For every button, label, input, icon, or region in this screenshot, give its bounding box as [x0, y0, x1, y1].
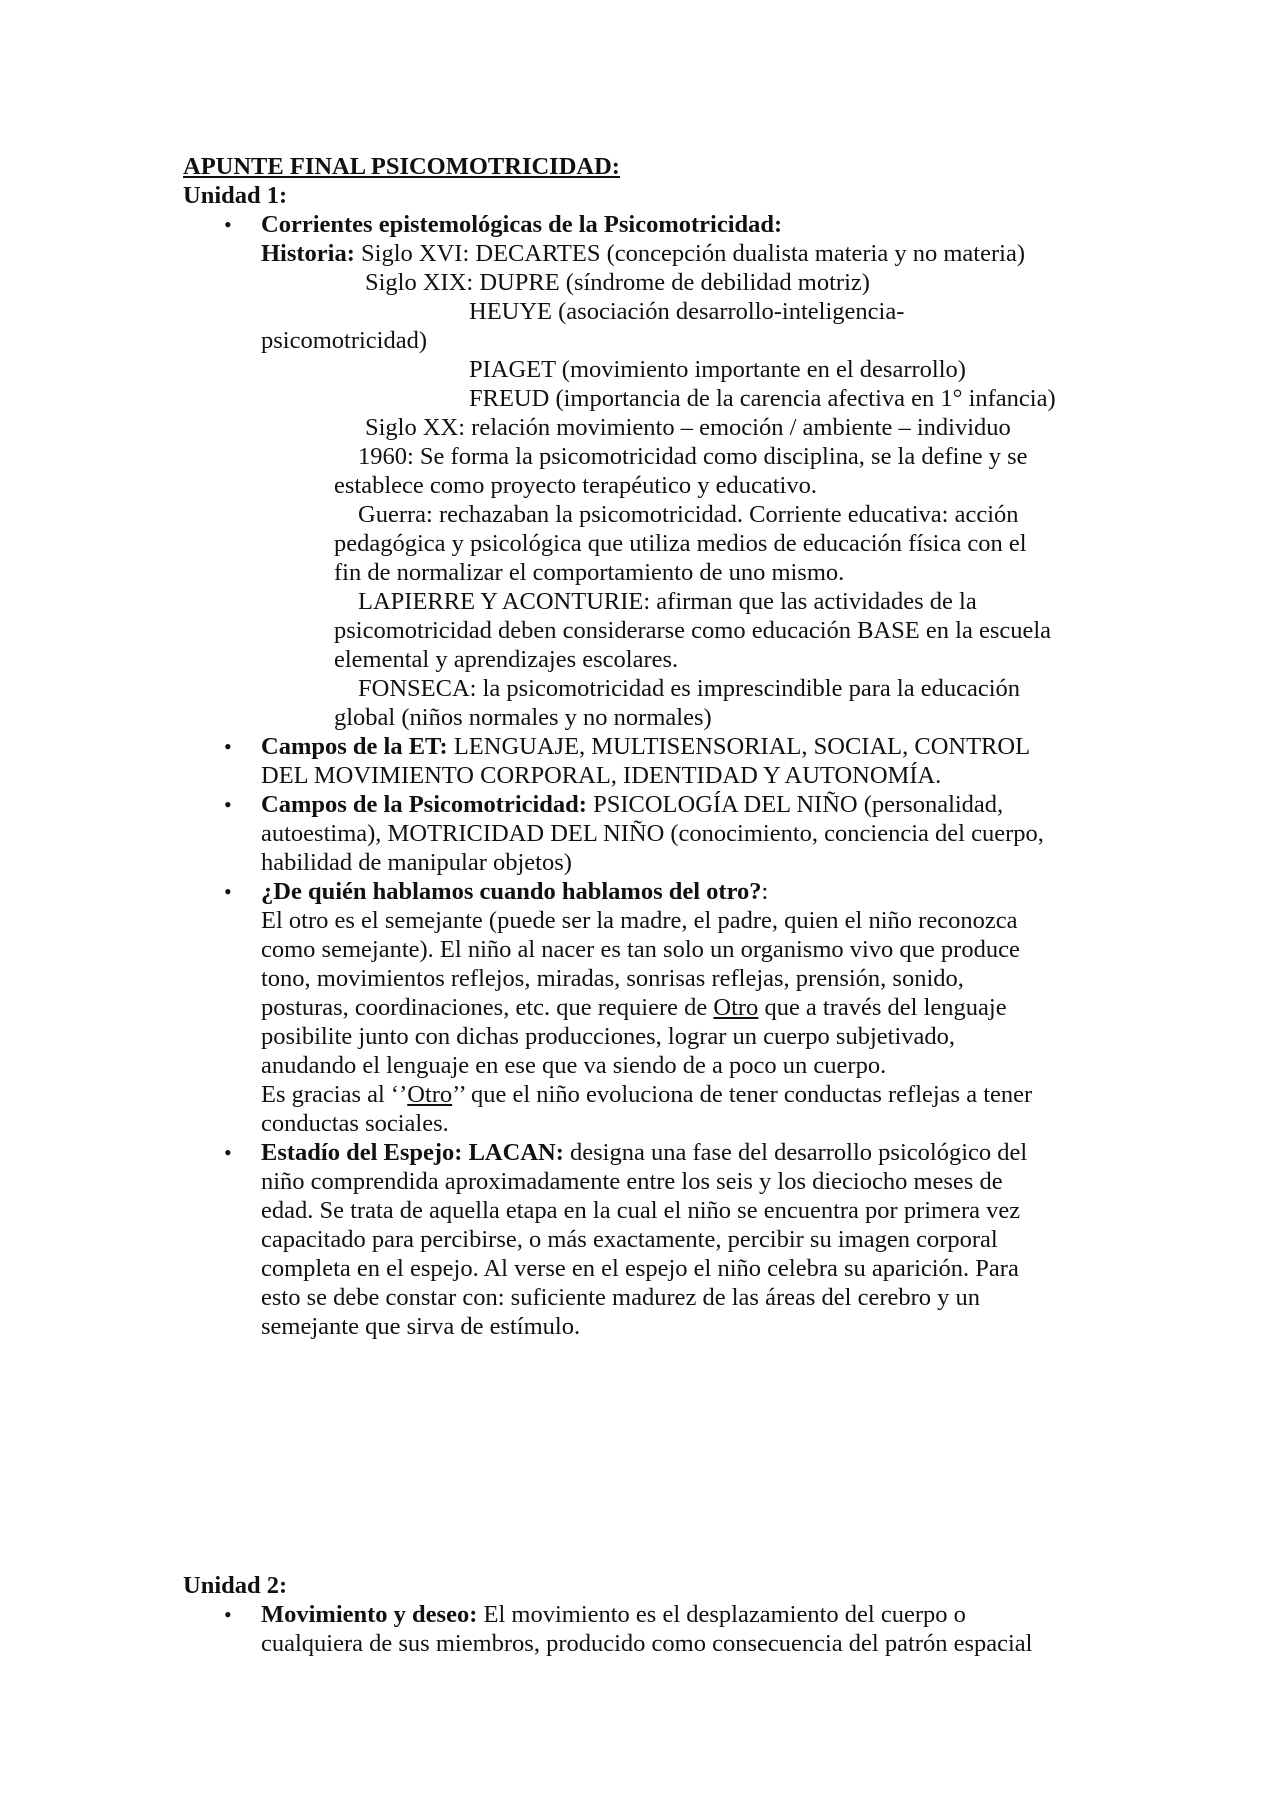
campos-et-text: LENGUAJE, MULTISENSORIAL, SOCIAL, CONTROL — [447, 733, 1031, 760]
otro-text: que a través del lenguaje — [758, 994, 1007, 1021]
campos-psico-text: PSICOLOGÍA DEL NIÑO (personalidad, — [586, 791, 1004, 818]
espejo-line: capacitado para percibirse, o más exactamente, percibir su imagen corporal — [261, 1226, 998, 1253]
otro-heading: ¿De quién hablamos cuando hablamos del otro? — [261, 878, 762, 905]
otro-heading-line — [261, 877, 768, 906]
movimiento-text: El movimiento es el desplazamiento del cuerpo o — [477, 1601, 966, 1628]
espejo-line: esto se debe constar con: suficiente madurez de las áreas del cerebro y un — [261, 1284, 981, 1311]
historia-line: fin de normalizar el comportamiento de uno mismo. — [334, 559, 845, 586]
historia-line: global (niños normales y no normales) — [334, 704, 712, 731]
espejo-line: completa en el espejo. Al verse en el espejo el niño celebra su aparición. Para — [261, 1255, 1019, 1282]
otro-line: como semejante). El niño al nacer es tan solo un organismo vivo que produce — [261, 936, 1020, 963]
otro-line: tono, movimientos reflejos, miradas, sonrisas reflejas, prensión, sonido, — [261, 965, 964, 992]
corrientes-heading: Corrientes epistemológicas de la Psicomotricidad: — [261, 211, 783, 238]
bullet-otro — [224, 877, 232, 906]
historia-line: FREUD (importancia de la carencia afectiva en 1° infancia) — [469, 385, 1056, 412]
movimiento-line — [261, 1600, 966, 1629]
bullet-campos-psico — [224, 790, 232, 819]
bullet-corrientes — [224, 210, 232, 239]
historia-line: Siglo XX: relación movimiento – emoción / ambiente – individuo — [365, 414, 1011, 441]
otro-line: conductas sociales. — [261, 1110, 449, 1137]
historia-text: Siglo XVI: DECARTES (concepción dualista materia y no materia) — [354, 240, 1025, 267]
otro-underlined-term: Otro — [407, 1081, 453, 1108]
otro-text: ’’ que el niño evoluciona de tener conductas reflejas a tener — [452, 1081, 1033, 1108]
campos-psico-label: Campos de la Psicomotricidad: — [261, 791, 587, 818]
otro-text: posturas, coordinaciones, etc. que requiere de — [261, 994, 714, 1021]
historia-line: FONSECA: la psicomotricidad es imprescindible para la educación — [358, 675, 1021, 702]
otro-line: anudando el lenguaje en ese que va siendo de a poco un cuerpo. — [261, 1052, 887, 1079]
otro-heading-suffix: : — [761, 878, 769, 905]
historia-line: Siglo XIX: DUPRE (síndrome de debilidad motriz) — [365, 269, 870, 296]
historia-line: psicomotricidad) — [261, 327, 428, 354]
otro-line — [261, 1080, 1032, 1109]
bullet-espejo — [224, 1138, 232, 1167]
movimiento-line: cualquiera de sus miembros, producido como consecuencia del patrón espacial — [261, 1630, 1033, 1657]
campos-et-line — [261, 732, 1030, 761]
espejo-line: semejante que sirva de estímulo. — [261, 1313, 581, 1340]
otro-line: posibilite junto con dichas producciones, lograr un cuerpo subjetivado, — [261, 1023, 956, 1050]
otro-line: El otro es el semejante (puede ser la madre, el padre, quien el niño reconozca — [261, 907, 1018, 934]
historia-label: Historia: — [261, 240, 355, 267]
otro-line — [261, 993, 1007, 1022]
bullet-campos-et — [224, 732, 232, 761]
historia-line: pedagógica y psicológica que utiliza medios de educación física con el — [334, 530, 1027, 557]
espejo-line: edad. Se trata de aquella etapa en la cual el niño se encuentra por primera vez — [261, 1197, 1021, 1224]
historia-line: Guerra: rechazaban la psicomotricidad. Corriente educativa: acción — [358, 501, 1019, 528]
campos-psico-line: autoestima), MOTRICIDAD DEL NIÑO (conocimiento, conciencia del cuerpo, — [261, 820, 1044, 847]
movimiento-label: Movimiento y deseo: — [261, 1601, 478, 1628]
campos-psico-line — [261, 790, 1003, 819]
campos-psico-line: habilidad de manipular objetos) — [261, 849, 572, 876]
historia-line: elemental y aprendizajes escolares. — [334, 646, 679, 673]
historia-line: PIAGET (movimiento importante en el desarrollo) — [469, 356, 966, 383]
document-title: APUNTE FINAL PSICOMOTRICIDAD: — [183, 153, 620, 180]
espejo-line — [261, 1138, 1027, 1167]
historia-line: establece como proyecto terapéutico y educativo. — [334, 472, 817, 499]
historia-line: HEUYE (asociación desarrollo-inteligencia- — [469, 298, 905, 325]
historia-line: LAPIERRE Y ACONTURIE: afirman que las actividades de la — [358, 588, 977, 615]
bullet-movimiento — [224, 1600, 232, 1629]
espejo-line: niño comprendida aproximadamente entre los seis y los dieciocho meses de — [261, 1168, 1003, 1195]
historia-line — [261, 239, 1025, 268]
historia-line: 1960: Se forma la psicomotricidad como disciplina, se la define y se — [358, 443, 1028, 470]
campos-et-line: DEL MOVIMIENTO CORPORAL, IDENTIDAD Y AUTONOMÍA. — [261, 762, 942, 789]
espejo-label: Estadío del Espejo: LACAN: — [261, 1139, 564, 1166]
otro-text: Es gracias al ‘’ — [261, 1081, 408, 1108]
campos-et-label: Campos de la ET: — [261, 733, 448, 760]
unit1-heading: Unidad 1: — [183, 182, 288, 209]
historia-line: psicomotricidad deben considerarse como educación BASE en la escuela — [334, 617, 1052, 644]
unit2-heading: Unidad 2: — [183, 1572, 288, 1599]
otro-underlined-term: Otro — [713, 994, 759, 1021]
espejo-text: designa una fase del desarrollo psicológico del — [563, 1139, 1028, 1166]
